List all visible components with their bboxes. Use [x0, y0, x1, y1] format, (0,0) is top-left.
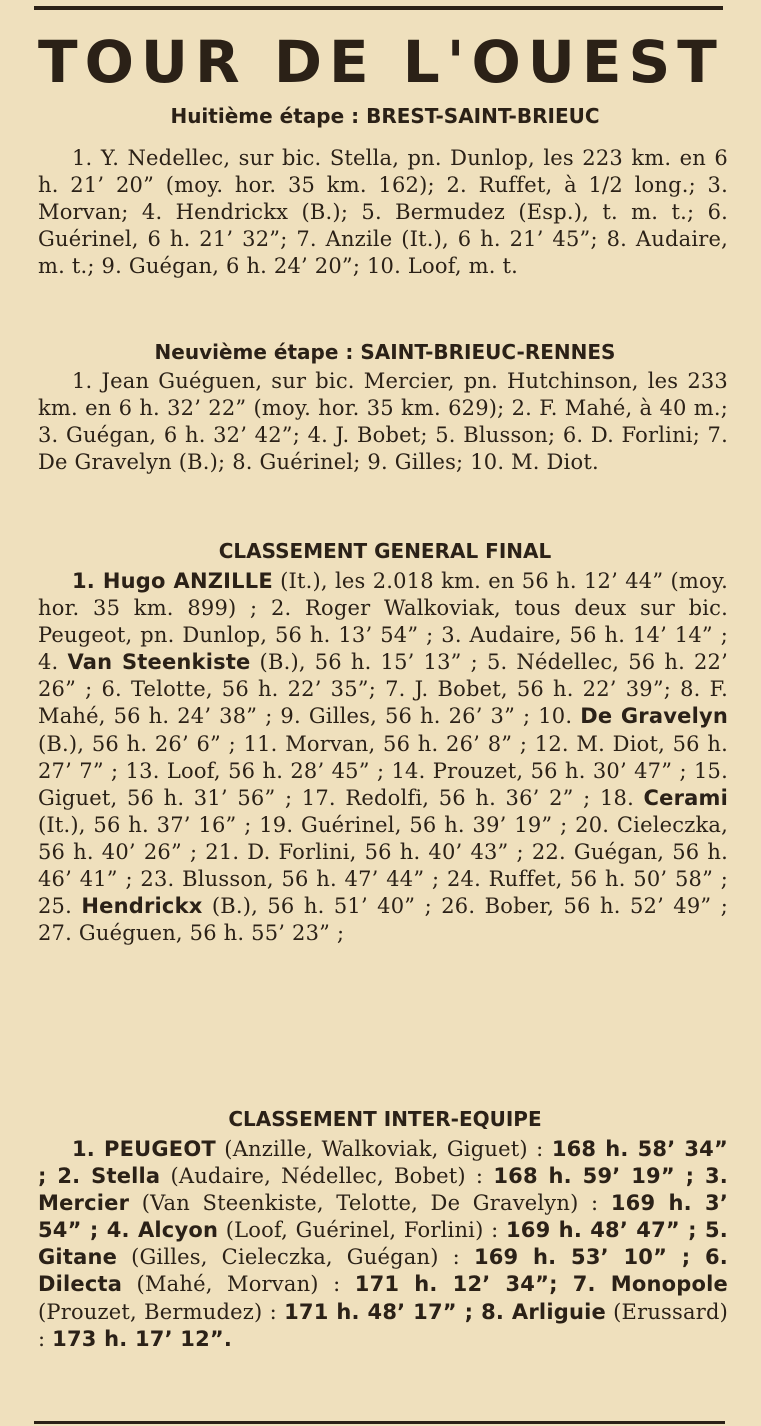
team-results — [38, 1136, 728, 1353]
general-text-5: (B.), 56 h. 51’ 40” ; 26. Bober, 56 h. 52’ 49” ; 27. Guéguen, 56 h. 55’ 23” ; — [38, 894, 728, 946]
team-dilecta: 169 h. 53’ 10” ; 6. Dilecta — [38, 1245, 728, 1297]
team-text-5: (Gilles, Cieleczka, Guégan) : — [117, 1245, 474, 1270]
team-text-7: (Prouzet, Bermudez) : — [38, 1299, 285, 1324]
bottom-rule — [34, 1421, 725, 1424]
team-alcyon: 169 h. 3’ 54” ; 4. Alcyon — [38, 1191, 729, 1243]
team-text-4: (Loof, Guérinel, Forlini) : — [218, 1218, 506, 1243]
stage9-results — [38, 368, 728, 476]
team-text-1: (Anzille, Walkoviak, Giguet) : — [215, 1137, 552, 1161]
top-rule — [34, 6, 723, 10]
team-arliguie: 171 h. 48’ 17” ; 8. Arliguie — [284, 1299, 606, 1324]
team-peugeot: 1. PEUGEOT — [72, 1137, 216, 1161]
team-final-time: 173 h. 17’ 12”. — [52, 1326, 233, 1351]
rider-hendrickx: Hendrickx — [81, 894, 203, 919]
winner-rank: 1. Hugo ANZILLE — [72, 569, 273, 593]
team-text-8: (Erussard) : — [38, 1299, 728, 1351]
general-text-1: (It.), les 2.018 km. en 56 h. 12’ 44” (moy. hor. 35 km. 899) ; 2. Roger Walkoviak, tous deux sur bic. Peugeot, pn. Dunlop, 56 h. 13’ 54” ; 3. Audaire, 56 h. 14’ 14” ; 4. — [38, 569, 728, 675]
page-title: TOUR DE L'OUEST — [38, 28, 724, 96]
team-mercier: 168 h. 59’ 19” ; 3. Mercier — [38, 1164, 728, 1216]
stage8-route: BREST-SAINT-BRIEUC — [366, 104, 600, 128]
team-heading: CLASSEMENT INTER-EQUIPE — [228, 1107, 542, 1131]
general-text-2: (B.), 56 h. 15’ 13” ; 5. Nédellec, 56 h. 22’ 26” ; 6. Telotte, 56 h. 22’ 35”; 7. J. Bobet, 56 h. 22’ 39”; 8. F. Mahé, 56 h. 24’ 38” ; 9. Gilles, 56 h. 26’ 3” ; 10. — [38, 650, 728, 729]
team-monopole: 171 h. 12’ 34”; 7. Monopole — [354, 1272, 728, 1297]
stage9-heading — [40, 339, 730, 365]
stage8-heading — [40, 103, 730, 129]
general-text-3: (B.), 56 h. 26’ 6” ; 11. Morvan, 56 h. 26’ 8” ; 12. M. Diot, 56 h. 27’ 7” ; 13. Loof, 56 h. 28’ 45” ; 14. Prouzet, 56 h. 30’ 47” ; 15. Giguet, 56 h. 31’ 56” ; 17. Redolfi, 56 h. 36’ 2” ; 18. — [38, 731, 728, 810]
stage8-text: 1. Y. Nedellec, sur bic. Stella, pn. Dunlop, les 223 km. en 6 h. 21’ 20” (moy. hor. 35 km. 162); 2. Ruffet, à 1/2 long.; 3. Morvan; 4. Hendrickx (B.); 5. Bermudez (Esp.), t. m. t.; 6. Guérinel, 6 h. 21’ 32”; 7. Anzile (It.), 6 h. 21’ 45”; 8. Audaire, m. t.; 9. Guégan, 6 h. 24’ 20”; 10. Loof, m. t. — [38, 146, 728, 279]
stage8-sep: : — [344, 104, 367, 128]
rider-de-gravelyn: De Gravelyn — [580, 704, 729, 729]
team-gitane: 169 h. 48’ 47” ; 5. Gitane — [38, 1218, 728, 1270]
stage9-label: Neuvième étape — [154, 340, 339, 364]
team-text-2: (Audaire, Nédellec, Bobet) : — [160, 1164, 494, 1189]
team-text-3: (Van Steenkiste, Telotte, De Gravelyn) : — [129, 1191, 611, 1216]
general-text-4: (It.), 56 h. 37’ 16” ; 19. Guérinel, 56 h. 39’ 19” ; 20. Cieleczka, 56 h. 40’ 26” ; 21. D. Forlini, 56 h. 40’ 43” ; 22. Guégan, 56 h. 46’ 41” ; 23. Blusson, 56 h. 47’ 44” ; 24. Ruffet, 56 h. 50’ 58” ; 25. — [38, 812, 728, 919]
stage9-sep: : — [338, 340, 361, 364]
stage9-route: SAINT-BRIEUC-RENNES — [360, 340, 616, 364]
stage9-text: 1. Jean Guéguen, sur bic. Mercier, pn. Hutchinson, les 233 km. en 6 h. 32’ 22” (moy. hor. 35 km. 629); 2. F. Mahé, à 40 m.; 3. Guégan, 6 h. 32’ 42”; 4. J. Bobet; 5. Blusson; 6. D. Forlini; 7. De Gravelyn (B.); 8. Guérinel; 9. Gilles; 10. M. Diot. — [38, 369, 728, 475]
rider-van-steenkiste: Van Steenkiste — [67, 650, 251, 675]
team-stella: 168 h. 58’ 34” ; 2. Stella — [38, 1137, 728, 1189]
stage8-results — [38, 145, 728, 280]
stage8-label: Huitième étape — [170, 104, 345, 128]
rider-cerami: Cerami — [643, 785, 728, 810]
general-heading: CLASSEMENT GENERAL FINAL — [218, 539, 552, 563]
team-text-6: (Mahé, Morvan) : — [122, 1272, 355, 1297]
general-results — [38, 568, 728, 947]
